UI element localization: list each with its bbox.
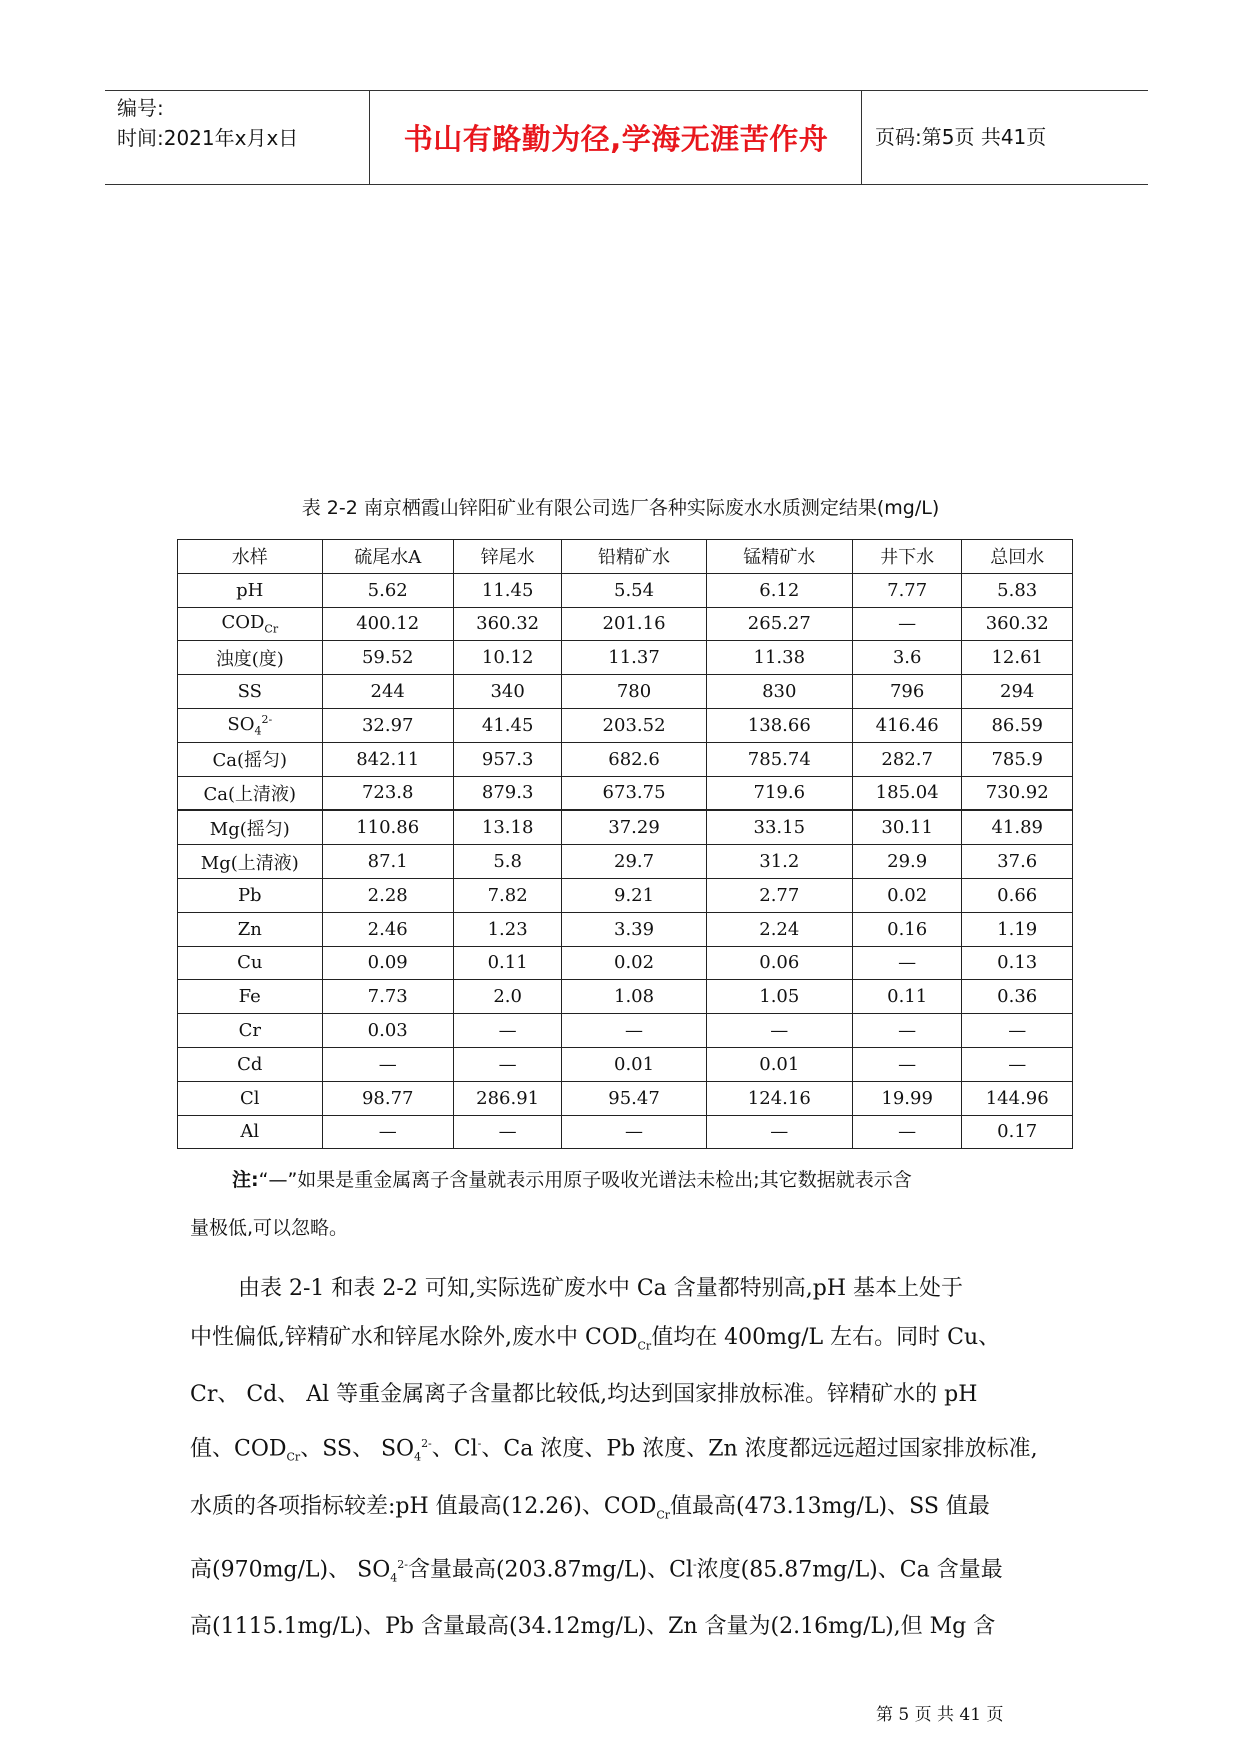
table-cell: 7.82 <box>453 878 562 912</box>
note-text: 量极低,可以忽略。 <box>190 1217 349 1239</box>
table-cell: 11.45 <box>453 573 562 607</box>
table-cell: 5.62 <box>322 573 453 607</box>
table-cell: 5.8 <box>453 845 562 879</box>
table-row <box>178 708 1073 742</box>
table-cell: 2.77 <box>706 878 852 912</box>
table-cell: 41.89 <box>962 810 1073 844</box>
table-cell: — <box>453 1115 562 1149</box>
row-label: Ca(上清液) <box>178 776 323 810</box>
table-cell: — <box>453 1047 562 1081</box>
table-row <box>178 675 1073 709</box>
paragraph-line: Cr、 Cd、 Al 等重金属离子含量都比较低,均达到国家排放标准。锌精矿水的 pH <box>190 1382 978 1408</box>
table-cell: — <box>562 1014 706 1048</box>
header-page-number: 页码:第5页 共41页 <box>875 125 1047 149</box>
table-cell: 11.38 <box>706 641 852 675</box>
row-label: Cl <box>178 1081 323 1115</box>
header-divider <box>369 91 370 184</box>
row-label: $COD_{Cr}$ <box>178 607 323 641</box>
table-cell: 1.05 <box>706 980 852 1014</box>
table-cell: 244 <box>322 675 453 709</box>
table-row <box>178 845 1073 879</box>
table-cell: — <box>562 1115 706 1149</box>
table-cell: 0.11 <box>453 946 562 980</box>
paragraph-line: 高(970mg/L)、 $SO_4^{2-}$含量最高(203.87mg/L)、Cl-浓度(85.87mg/L)、Ca 含量最 <box>190 1556 1003 1585</box>
row-label: Mg(上清液) <box>178 845 323 879</box>
table-cell: 37.29 <box>562 810 706 844</box>
table-cell: 879.3 <box>453 776 562 810</box>
table-row <box>178 1115 1073 1149</box>
row-label: Al <box>178 1115 323 1149</box>
table-cell: 37.6 <box>962 845 1073 879</box>
paragraph-line: 中性偏低,锌精矿水和锌尾水除外,废水中 $COD_{Cr}$值均在 400mg/L 左右。同时 Cu、 <box>190 1325 1001 1353</box>
table-cell: 416.46 <box>852 708 962 742</box>
table-cell: 29.9 <box>852 845 962 879</box>
table-cell: 31.2 <box>706 845 852 879</box>
row-label: 浊度(度) <box>178 641 323 675</box>
table-row <box>178 980 1073 1014</box>
table-cell: 0.16 <box>852 912 962 946</box>
table-cell: 41.45 <box>453 708 562 742</box>
table-cell: 87.1 <box>322 845 453 879</box>
table-cell: 723.8 <box>322 776 453 810</box>
table-cell: 796 <box>852 675 962 709</box>
paragraph-line: 高(1115.1mg/L)、Pb 含量最高(34.12mg/L)、Zn 含量为(2.16mg/L),但 Mg 含 <box>190 1614 996 1640</box>
table-cell: 98.77 <box>322 1081 453 1115</box>
water-quality-table <box>177 539 1073 1149</box>
table-cell: 5.83 <box>962 573 1073 607</box>
table-cell: 3.39 <box>562 912 706 946</box>
table-cell: 110.86 <box>322 810 453 844</box>
paragraph-line: 值、$COD_{Cr}$、SS、 $SO_4^{2-}$、Cl-、Ca 浓度、Pb 浓度、Zn 浓度都远远超过国家排放标准, <box>190 1436 1038 1465</box>
table-cell: 203.52 <box>562 708 706 742</box>
table-cell: 124.16 <box>706 1081 852 1115</box>
table-row <box>178 607 1073 641</box>
table-row <box>178 1081 1073 1115</box>
table-cell: 730.92 <box>962 776 1073 810</box>
table-cell: 2.46 <box>322 912 453 946</box>
row-label: Ca(摇匀) <box>178 742 323 776</box>
table-cell: 785.9 <box>962 742 1073 776</box>
row-label: SS <box>178 675 323 709</box>
row-label: Cr <box>178 1014 323 1048</box>
table-cell: 286.91 <box>453 1081 562 1115</box>
table-row <box>178 573 1073 607</box>
row-label: Cu <box>178 946 323 980</box>
table-cell: — <box>852 1014 962 1048</box>
table-cell: 0.01 <box>562 1047 706 1081</box>
row-label: pH <box>178 573 323 607</box>
table-cell: 0.09 <box>322 946 453 980</box>
table-cell: 5.54 <box>562 573 706 607</box>
table-cell: 682.6 <box>562 742 706 776</box>
table-cell: 6.12 <box>706 573 852 607</box>
table-note <box>190 1156 1070 1252</box>
table-cell: — <box>962 1014 1073 1048</box>
table-cell: 294 <box>962 675 1073 709</box>
table-row <box>178 1014 1073 1048</box>
body-paragraph <box>190 1264 1068 1651</box>
table-cell: 7.77 <box>852 573 962 607</box>
table-cell: — <box>852 607 962 641</box>
table-cell: 185.04 <box>852 776 962 810</box>
table-cell: 19.99 <box>852 1081 962 1115</box>
table-cell: — <box>706 1115 852 1149</box>
table-cell: 138.66 <box>706 708 852 742</box>
table-cell: 10.12 <box>453 641 562 675</box>
column-header: 总回水 <box>962 540 1073 574</box>
table-cell: 957.3 <box>453 742 562 776</box>
row-label: Zn <box>178 912 323 946</box>
note-prefix: 注: <box>232 1169 259 1191</box>
document-number-label: 编号: <box>117 96 164 120</box>
column-header: 井下水 <box>852 540 962 574</box>
header-meta <box>117 93 298 153</box>
table-cell: 400.12 <box>322 607 453 641</box>
column-header: 铅精矿水 <box>562 540 706 574</box>
table-cell: 32.97 <box>322 708 453 742</box>
table-cell: 33.15 <box>706 810 852 844</box>
table-cell: 360.32 <box>962 607 1073 641</box>
column-header: 水样 <box>178 540 323 574</box>
table-cell: 30.11 <box>852 810 962 844</box>
row-label: $SO_4^{2-}$ <box>178 708 323 742</box>
table-cell: 1.23 <box>453 912 562 946</box>
table-cell: 0.17 <box>962 1115 1073 1149</box>
table-cell: — <box>852 1047 962 1081</box>
row-label: Fe <box>178 980 323 1014</box>
table-row <box>178 641 1073 675</box>
table-cell: 201.16 <box>562 607 706 641</box>
table-cell: 265.27 <box>706 607 852 641</box>
column-header: 锰精矿水 <box>706 540 852 574</box>
table-cell: 0.13 <box>962 946 1073 980</box>
table-cell: — <box>962 1047 1073 1081</box>
table-cell: 3.6 <box>852 641 962 675</box>
table-cell: 2.28 <box>322 878 453 912</box>
column-header: 锌尾水 <box>453 540 562 574</box>
paragraph-line: 水质的各项指标较差:pH 值最高(12.26)、$COD_{Cr}$值最高(473.13mg/L)、SS 值最 <box>190 1494 990 1522</box>
table-cell: 7.73 <box>322 980 453 1014</box>
table-caption: 表 2-2 南京栖霞山锌阳矿业有限公司选厂各种实际废水水质测定结果(mg/L) <box>301 497 940 519</box>
table-cell: 340 <box>453 675 562 709</box>
table-cell: 0.11 <box>852 980 962 1014</box>
table-cell: — <box>453 1014 562 1048</box>
table-row <box>178 946 1073 980</box>
table-cell: 1.19 <box>962 912 1073 946</box>
table-cell: 13.18 <box>453 810 562 844</box>
table-cell: 2.0 <box>453 980 562 1014</box>
table-row <box>178 742 1073 776</box>
column-header: 硫尾水A <box>322 540 453 574</box>
table-cell: 59.52 <box>322 641 453 675</box>
table-cell: 0.36 <box>962 980 1073 1014</box>
table-cell: 830 <box>706 675 852 709</box>
table-cell: 719.6 <box>706 776 852 810</box>
table-cell: 2.24 <box>706 912 852 946</box>
table-cell: 785.74 <box>706 742 852 776</box>
table-cell: — <box>706 1014 852 1048</box>
table-cell: 282.7 <box>852 742 962 776</box>
header-motto: 书山有路勤为径,学海无涯苦作舟 <box>403 122 829 156</box>
table-row <box>178 810 1073 844</box>
table-cell: 12.61 <box>962 641 1073 675</box>
row-label: Mg(摇匀) <box>178 810 323 844</box>
paragraph-line: 由表 2-1 和表 2-2 可知,实际选矿废水中 Ca 含量都特别高,pH 基本上处于 <box>238 1276 964 1301</box>
table-cell: 0.03 <box>322 1014 453 1048</box>
table-cell: 29.7 <box>562 845 706 879</box>
table-cell: 144.96 <box>962 1081 1073 1115</box>
table-cell: 0.02 <box>562 946 706 980</box>
table-cell: 673.75 <box>562 776 706 810</box>
table-cell: 0.02 <box>852 878 962 912</box>
table-cell: 360.32 <box>453 607 562 641</box>
table-cell: 0.06 <box>706 946 852 980</box>
table-cell: 95.47 <box>562 1081 706 1115</box>
table-cell: 86.59 <box>962 708 1073 742</box>
table-cell: 780 <box>562 675 706 709</box>
table-cell: — <box>322 1115 453 1149</box>
table-cell: 0.66 <box>962 878 1073 912</box>
table-cell: 11.37 <box>562 641 706 675</box>
table-header-row <box>178 540 1073 574</box>
table-row <box>178 912 1073 946</box>
table-cell: — <box>322 1047 453 1081</box>
note-text: “—”如果是重金属离子含量就表示用原子吸收光谱法未检出;其它数据就表示含 <box>258 1169 912 1191</box>
table-cell: — <box>852 1115 962 1149</box>
table-row <box>178 1047 1073 1081</box>
table-row <box>178 776 1073 810</box>
table-row <box>178 878 1073 912</box>
table-cell: 842.11 <box>322 742 453 776</box>
table-cell: 0.01 <box>706 1047 852 1081</box>
page-header <box>105 90 1148 185</box>
document-time-label: 时间:2021年x月x日 <box>117 126 299 150</box>
page-footer: 第 5 页 共 41 页 <box>876 1705 1004 1725</box>
table-cell: 1.08 <box>562 980 706 1014</box>
header-divider <box>861 91 862 184</box>
row-label: Cd <box>178 1047 323 1081</box>
table-cell: 9.21 <box>562 878 706 912</box>
row-label: Pb <box>178 878 323 912</box>
table-cell: — <box>852 946 962 980</box>
